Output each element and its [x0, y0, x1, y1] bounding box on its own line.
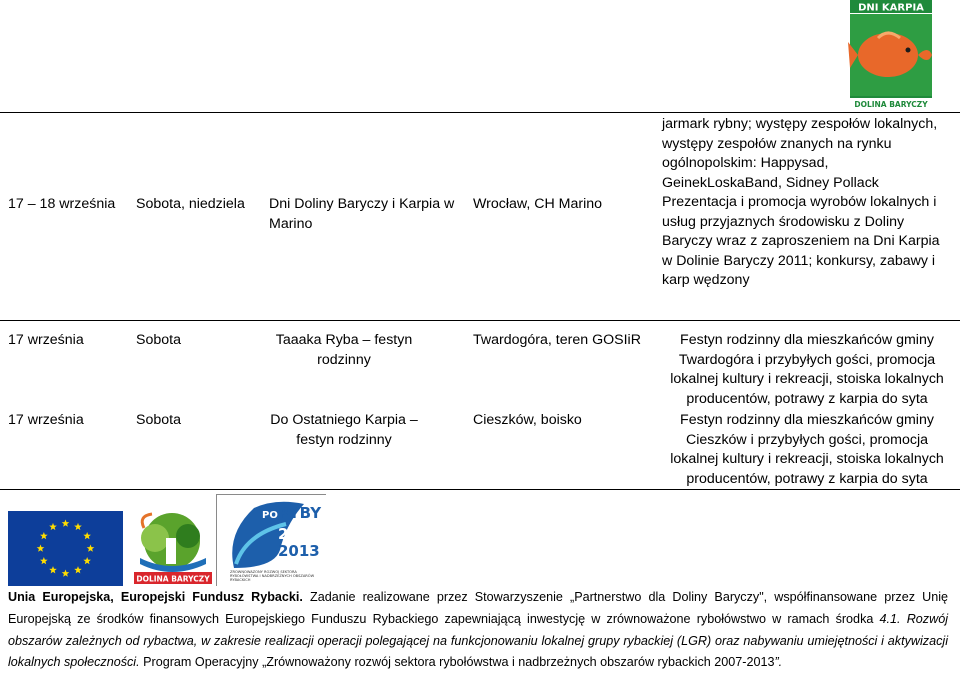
dolina-baryczy-label: DOLINA BARYCZY — [136, 574, 210, 584]
event-name: Dni Doliny Baryczy i Karpia w Marino — [269, 196, 455, 232]
event-date: 17 września — [8, 412, 84, 428]
dolina-baryczy-logo — [130, 508, 215, 586]
event-date: 17 – 18 września — [8, 196, 116, 212]
dni-karpia-logo — [848, 0, 934, 110]
event-day: Sobota — [136, 412, 181, 428]
po-ryby-po: PO — [262, 510, 278, 521]
table-row — [0, 320, 960, 407]
event-day: Sobota, niedziela — [136, 196, 245, 212]
po-ryby-2013: 2013 — [278, 542, 320, 560]
footer-bold: Unia Europejska, Europejski Fundusz Rybacki. — [8, 590, 303, 604]
footer-text-2: Program Operacyjny „Zrównoważony rozwój sektora rybołówstwa i nadbrzeżnych obszarów rybackich 2007-2013 — [139, 655, 775, 670]
event-description: Festyn rodzinny dla mieszkańców gminy Twardogóra i przybyłych gości, promocja lokalnej kultury i rekreacji, stoiska lokalnych producentów, potrawy z karpia do syta — [670, 332, 944, 407]
event-place: Twardogóra, teren GOSIiR — [473, 332, 641, 348]
event-date: 17 września — [8, 332, 84, 348]
eu-flag-logo — [8, 511, 123, 586]
event-description: Festyn rodzinny dla mieszkańców gminy Cieszków i przybyłych gości, promocja lokalnej kultury i rekreacji, stoiska lokalnych producentów, potrawy z karpia do syta — [670, 412, 944, 487]
event-description: jarmark rybny; występy zespołów lokalnych, występy zespołów znanych na rynku ogólnopolskim: Happysad, GeinekLoskaBand, Sidney Pollack Prezentacja i promocja wyrobów lokalnych i usług przyjaznych środowisku z Doliny Baryczy wraz z zaproszeniem na Dni Karpia w Dolinie Baryczy 2011; konkursy, zabawy i karp wędzony — [662, 116, 940, 288]
logo-title: DNI KARPIA — [858, 2, 924, 14]
footer-italic-1: 4.1. Rozwój obszarów zależnych od rybactwa, w zakresie realizacji operacji polegającej na funkcjonowaniu lokalnej grupy rybackiej (LGR) oraz nabywaniu umiejętności i aktywizacji lokalnych społeczności. — [8, 611, 948, 670]
table-row — [0, 113, 960, 320]
footer-text-1: Zadanie realizowane przez Stowarzyszenie „Partnerstwo dla Doliny Baryczy", współfinansowane przez Unię Europejską ze środków finansowych Europejskiego Funduszu Rybackiego zapewniającą inwestycję w zrównoważone rybołówstwo w ramach środka — [8, 590, 948, 626]
po-ryby-ryby: RYBY — [278, 504, 322, 522]
event-place: Wrocław, CH Marino — [473, 196, 603, 212]
table-row — [0, 400, 960, 490]
table-bottom-border — [0, 489, 960, 490]
funding-footer — [8, 587, 948, 674]
po-ryby-caption: ZRÓWNOWAŻONY ROZWÓJ SEKTORA RYBOŁÓWSTWA I NADBRZEŻNYCH OBSZARÓW RYBACKICH — [230, 570, 315, 583]
event-name: Do Ostatniego Karpia – festyn rodzinny — [270, 412, 418, 448]
po-ryby-2007: 2007 — [278, 525, 320, 543]
logo-subtitle: DOLINA BARYCZY — [854, 100, 928, 109]
po-ryby-logo — [216, 494, 326, 586]
event-day: Sobota — [136, 332, 181, 348]
event-place: Cieszków, boisko — [473, 412, 582, 428]
events-table — [0, 112, 960, 490]
footer-italic-2: ”. — [774, 655, 783, 670]
event-name: Taaaka Ryba – festyn rodzinny — [275, 332, 413, 368]
